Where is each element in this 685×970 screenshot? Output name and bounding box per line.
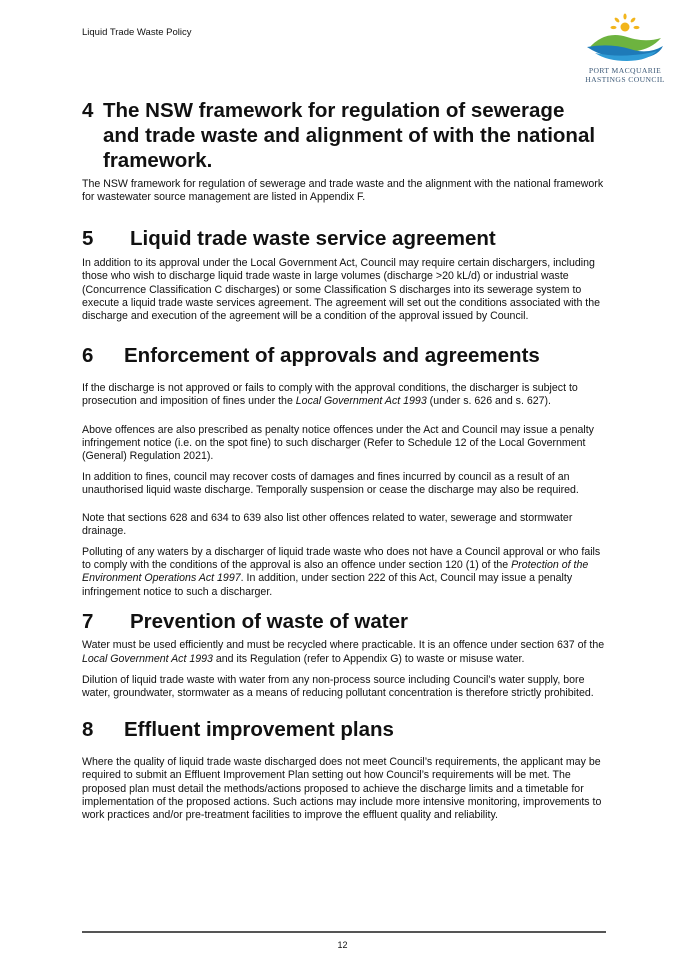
heading-section-5 [82, 226, 606, 251]
section-7-paragraph-2: Dilution of liquid trade waste with water from any non-process source including Council’s water supply, bore water, groundwater, stormwater as a means of reducing pollutant concentration is therefore strictly prohibited. [82, 673, 594, 700]
section-5-paragraph: In addition to its approval under the Local Government Act, Council may require certain dischargers, including those who wish to discharge liquid trade waste in large volumes (discharge >20 kL/d) or industrial waste (Concurrence Classification C discharges) or some Classification S discharges into its sewerage system to execute a liquid trade waste services agreement. The agreement will set out the conditions associated with the discharge and execution of the agreement will be a condition of the approval issued by Council. [82, 256, 601, 323]
page-body [82, 98, 606, 823]
act-citation: Local Government Act 1993 [82, 652, 213, 665]
section-title: Enforcement of approvals and agreements [124, 343, 540, 367]
heading-section-6 [82, 343, 606, 368]
section-6-paragraph-2: Above offences are also prescribed as penalty notice offences under the Act and Council may issue a penalty infringement notice (i.e. on the spot fine) to such discharger (Refer to Schedule 12 of the Local Government (General) Regulation 2021). [82, 423, 594, 463]
section-title: Prevention of waste of water [130, 610, 408, 634]
page-number: 12 [337, 940, 348, 950]
section-6-paragraph-3: In addition to fines, council may recover costs of damages and fines incurred by council as a result of an unauthorised liquid waste discharge. Temporally suspension or cease the discharge may also be required. [82, 470, 579, 497]
section-number: 5 [82, 226, 94, 250]
logo-line-2: HASTINGS COUNCIL [585, 75, 665, 84]
section-6-paragraph-4: Note that sections 628 and 634 to 639 also list other offences related to water, sewerage and stormwater drainage. [82, 511, 573, 538]
logo-emblem-icon [575, 10, 675, 66]
act-citation: Local Government Act 1993 [295, 395, 427, 408]
section-number: 4 [82, 99, 94, 122]
section-number: 8 [82, 717, 94, 741]
logo-line-1: PORT MACQUARIE [588, 66, 662, 75]
heading-section-7 [82, 609, 606, 634]
logo-wordmark [575, 66, 675, 84]
section-title: Effluent improvement plans [124, 717, 394, 741]
section-6-paragraph-1: If the discharge is not approved or fails to comply with the approval conditions, the discharger is subject to prosecution and imposition of fines under the Local Government Act 1993 (under s. 626 and s. 627). [82, 381, 578, 408]
section-6-paragraph-5: Polluting of any waters by a discharger of liquid trade waste who does not have a Council approval or who fails to comply with the conditions of the approval is also an offence under section 120 (1) of the Protection of the Environment Operations Act 1997. In addition, under section 222 of this Act, Council may issue a penalty infringement notice to such a discharger. [82, 545, 601, 598]
heading-section-4 [82, 98, 606, 173]
section-title: Liquid trade waste service agreement [130, 226, 496, 250]
section-8-paragraph: Where the quality of liquid trade waste discharged does not meet Council’s requirements, the applicant may be required to submit an Effluent Improvement Plan setting out how Council’s requirements will be met. The proposed plan must detail the methods/actions proposed to achieve the discharge limits and a timetable for implementation of the proposed actions. Such actions may include more intensive monitoring, improvements to work practices and/or pre-treatment facilities to improve the effluent quality and reliability. [82, 755, 602, 822]
heading-section-8 [82, 717, 606, 742]
section-number: 7 [82, 610, 94, 634]
section-4-paragraph: The NSW framework for regulation of sewerage and trade waste and the alignment with the national framework for wastewater source management are listed in Appendix F. [82, 178, 604, 204]
section-number: 6 [82, 343, 94, 367]
section-7-paragraph-1: Water must be used efficiently and must be recycled where practicable. It is an offence under section 637 of the Local Government Act 1993 and its Regulation (refer to Appendix G) to waste or misuse water. [82, 639, 605, 665]
section-title: The NSW framework for regulation of sewerage and trade waste and alignment of with the national framework. [103, 99, 596, 172]
footer-divider [82, 931, 606, 933]
running-header: Liquid Trade Waste Policy [82, 27, 192, 38]
council-logo [575, 10, 675, 88]
act-citation: Protection of the Environment Operations Act 1997 [82, 558, 589, 585]
